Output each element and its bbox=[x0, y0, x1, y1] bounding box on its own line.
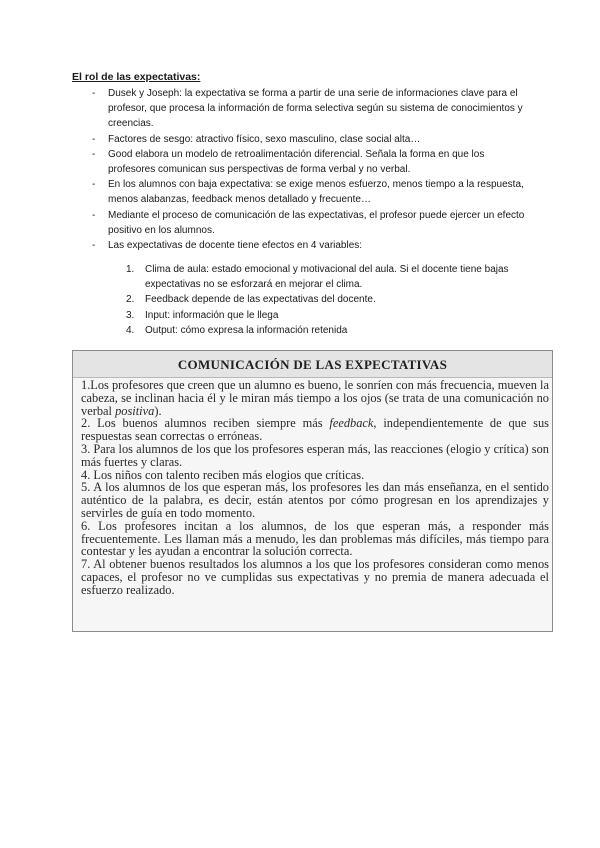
numbered-item-text: Input: información que le llega bbox=[145, 309, 279, 321]
dash-marker: - bbox=[92, 179, 96, 191]
list-item bbox=[92, 177, 532, 207]
numbered-item-text: Feedback depende de las expectativas del docente. bbox=[145, 294, 376, 306]
numbered-item bbox=[126, 323, 532, 338]
item-number: 3. bbox=[126, 309, 135, 321]
list-item bbox=[92, 208, 532, 238]
box-paragraph-1 bbox=[81, 379, 549, 417]
box-paragraph-6: 6. Los profesores incitan a los alumnos, de los que esperan más, a responder más frecuentemente. Les llaman más a menudo, les dan problemas más difíciles, más tiempo para contestar y les ayudan a encontrar la solución correcta. bbox=[81, 518, 549, 559]
list-item-text: Factores de sesgo: atractivo físico, sexo masculino, clase social alta… bbox=[108, 133, 421, 145]
box-paragraph-5: 5. A los alumnos de los que esperan más, los profesores les dan más enseñanza, en el sentido auténtico de la palabra, es decir, están atentos por cómo progresan en los aprendizajes y servirles de guía en todo momento. bbox=[81, 480, 549, 520]
item-number: 1. bbox=[126, 264, 135, 275]
numbered-item-text: Clima de aula: estado emocional y motivacional del aula. Si el docente tiene bajas expectativas no se esforzará en mejorar el clima. bbox=[145, 264, 509, 291]
list-item bbox=[92, 238, 532, 253]
box-text: ). bbox=[154, 403, 162, 418]
list-item-text: Good elabora un modelo de retroalimentación diferencial. Señala la forma en que los profesores comunican sus perspectivas de forma verbal y no verbal. bbox=[108, 148, 485, 176]
box-content bbox=[81, 379, 549, 597]
numbered-item bbox=[126, 308, 532, 323]
box-title: COMUNICACIÓN DE LAS EXPECTATIVAS bbox=[177, 357, 448, 372]
section-heading: El rol de las expectativas: bbox=[72, 71, 201, 83]
variables-list bbox=[126, 262, 532, 338]
list-item-text: Las expectativas de docente tiene efectos en 4 variables: bbox=[108, 240, 363, 252]
expectations-box bbox=[72, 350, 553, 632]
numbered-item bbox=[126, 292, 532, 307]
item-number: 2. bbox=[126, 294, 135, 306]
list-item bbox=[92, 147, 532, 177]
box-text: , independientemente de que sus respuestas sean correctas o erróneas. bbox=[81, 416, 549, 444]
list-item-text: Dusek y Joseph: la expectativa se forma a partir de una serie de informaciones clave para el profesor, que procesa la información de forma selectiva según su sistema de conocimientos y creencias. bbox=[108, 88, 523, 130]
box-paragraph-2 bbox=[81, 417, 549, 443]
box-text: 1.Los profesores que creen que un alumno es bueno, le sonríen con más frecuencia, mueven la cabeza, se inclinan hacia él y le miran más tiempo a los ojos (se trata de una comunicación no verbal bbox=[81, 378, 549, 418]
list-item bbox=[92, 132, 532, 147]
dash-marker: - bbox=[92, 88, 96, 99]
list-item-text: En los alumnos con baja expectativa: se exige menos esfuerzo, menos tiempo a la respuesta, menos alabanzas, feedback menos detallado y frecuente… bbox=[108, 179, 524, 206]
box-paragraph-4: 4. Los niños con talento reciben más elogios que críticas. bbox=[81, 467, 365, 482]
dash-marker: - bbox=[92, 148, 96, 160]
box-paragraph-7: 7. Al obtener buenos resultados los alumnos a los que los profesores consideran como menos capaces, el profesor no ve cumplidas sus expectativas y no premia de manera adecuada el esfuerzo realizado. bbox=[81, 557, 549, 597]
box-text: 2. Los buenos alumnos reciben siempre más bbox=[81, 416, 330, 431]
dash-marker: - bbox=[92, 209, 96, 221]
numbered-item bbox=[126, 262, 532, 292]
item-number: 4. bbox=[126, 324, 135, 336]
box-emphasis: positiva bbox=[115, 403, 155, 418]
dash-marker: - bbox=[92, 133, 96, 145]
dash-marker: - bbox=[92, 240, 96, 252]
list-item-text: Mediante el proceso de comunicación de las expectativas, el profesor puede ejercer un efecto positivo en los alumnos. bbox=[108, 209, 525, 236]
list-item bbox=[92, 86, 532, 132]
box-paragraph-3: 3. Para los alumnos de los que los profesores esperan más, las reacciones (elogio y crítica) son más fuertes y claras. bbox=[81, 441, 549, 469]
numbered-item-text: Output: cómo expresa la información retenida bbox=[145, 324, 348, 336]
bullet-list bbox=[92, 86, 532, 253]
box-emphasis: feedback bbox=[329, 416, 374, 431]
